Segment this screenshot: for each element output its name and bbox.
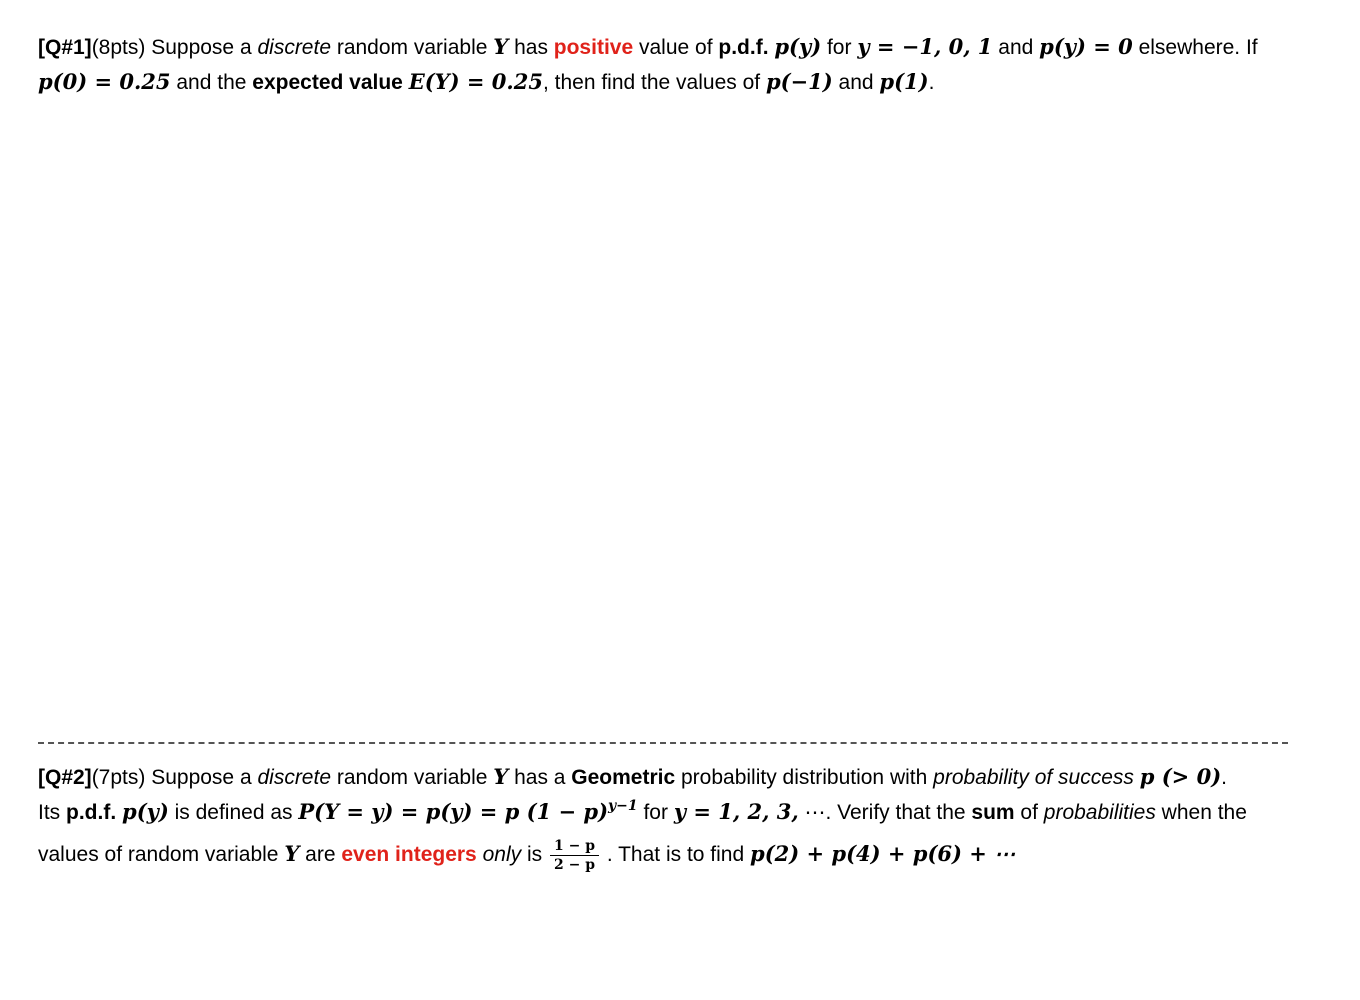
text: . That is to find — [600, 843, 751, 866]
q1-label: [Q#1] — [38, 36, 92, 59]
q2-only: only — [482, 843, 522, 866]
text: ⋯. Verify that the — [798, 801, 972, 824]
text: Suppose a — [145, 36, 258, 59]
q2-exponent: y−1 — [608, 798, 638, 814]
q2-fraction — [550, 838, 599, 873]
text: . — [928, 71, 935, 94]
text: random variable — [331, 766, 494, 789]
q2-p-cond: p (> 0) — [1139, 764, 1222, 789]
q2-pdf: p.d.f. — [66, 801, 117, 824]
q2-var-Y: Y — [493, 764, 509, 789]
text: for — [637, 801, 674, 824]
q1-var-Y: Y — [493, 34, 509, 59]
q1-p0: p(0) = 0.25 — [38, 69, 171, 94]
question-1 — [38, 29, 1338, 99]
text: values of random variable — [38, 843, 285, 866]
q2-line-1 — [38, 759, 1338, 794]
text: elsewhere. If — [1132, 36, 1258, 59]
q1-discrete: discrete — [257, 36, 331, 59]
q1-yvals: y = −1, 0, 1 — [857, 34, 993, 59]
section-divider — [38, 742, 1288, 744]
q1-py0: p(y) = 0 — [1039, 34, 1133, 59]
q2-series: p(2) + p(4) + p(6) + ⋯ — [750, 841, 1016, 866]
text: Its — [38, 801, 67, 824]
text: is — [521, 843, 548, 866]
q1-line-2 — [38, 64, 1338, 99]
q2-discrete: discrete — [257, 766, 331, 789]
text: probability distribution with — [675, 766, 934, 789]
question-2 — [38, 759, 1338, 879]
q2-yvals: y = 1, 2, 3, — [673, 799, 799, 824]
text: Suppose a — [145, 766, 258, 789]
q1-pdf: p.d.f. — [718, 36, 769, 59]
q1-expected-value: expected value — [252, 71, 403, 94]
q1-py: p(y) — [774, 34, 822, 59]
text: are — [299, 843, 342, 866]
q2-even-integers: even integers — [341, 843, 477, 866]
q2-label: [Q#2] — [38, 766, 92, 789]
text: and the — [170, 71, 253, 94]
text: has a — [508, 766, 572, 789]
q1-points: (8pts) — [91, 36, 146, 59]
q1-ev: E(Y) = 0.25 — [408, 69, 543, 94]
text: of — [1014, 801, 1044, 824]
q2-var-Y-2: Y — [284, 841, 300, 866]
q1-pm1: p(−1) — [765, 69, 833, 94]
text: is defined as — [168, 801, 299, 824]
text: random variable — [331, 36, 494, 59]
text: and — [832, 71, 880, 94]
text: and — [992, 36, 1040, 59]
q2-frac-denominator: 2 − p — [553, 856, 595, 873]
q2-line-2 — [38, 794, 1338, 829]
q1-positive: positive — [553, 36, 634, 59]
q2-sum: sum — [971, 801, 1015, 824]
q1-line-1 — [38, 29, 1338, 64]
text: value of — [633, 36, 719, 59]
q2-points: (7pts) — [91, 766, 146, 789]
q2-formula: P(Y = y) = p(y) = p (1 − p) — [298, 799, 609, 824]
q2-geometric: Geometric — [571, 766, 676, 789]
text: , then find the values of — [542, 71, 766, 94]
q1-p1: p(1) — [879, 69, 929, 94]
text: for — [821, 36, 858, 59]
q2-probabilities: probabilities — [1043, 801, 1156, 824]
text: when the — [1155, 801, 1247, 824]
text: . — [1221, 766, 1227, 789]
text: has — [508, 36, 554, 59]
q2-py: p(y) — [122, 799, 169, 824]
q2-prob-success: probability of success — [933, 766, 1134, 789]
q2-frac-numerator: 1 − p — [550, 838, 599, 856]
q2-line-3 — [38, 829, 1338, 879]
